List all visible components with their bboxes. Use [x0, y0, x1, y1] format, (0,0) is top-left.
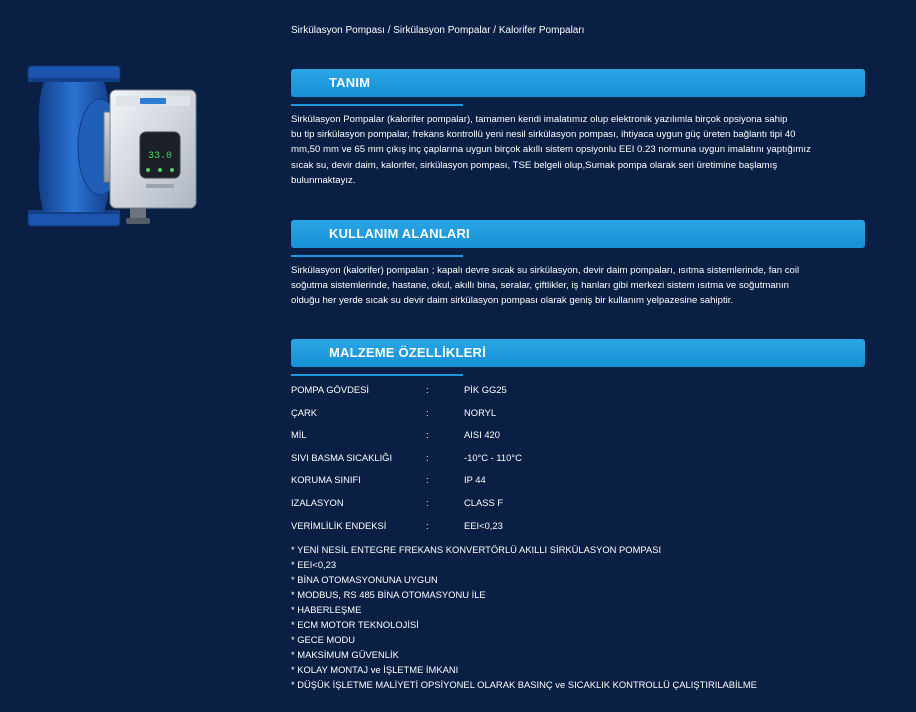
spec-row — [291, 520, 791, 543]
breadcrumb: Sirkülasyon Pompası / Sirkülasyon Pompalar / Kalorifer Pompaları — [291, 25, 585, 36]
spec-value: EEI<0,23 — [464, 519, 503, 531]
tanim-description — [291, 112, 871, 188]
feature-item: * HABERLEŞME — [291, 604, 362, 615]
kullanim-description — [291, 263, 871, 309]
feature-item: * EEI<0,23 — [291, 559, 337, 570]
feature-item: * ECM MOTOR TEKNOLOJİSİ — [291, 619, 419, 630]
section-header-malzeme — [291, 339, 865, 367]
feature-item: * KOLAY MONTAJ ve İŞLETME İMKANI — [291, 664, 459, 675]
text-line: Sirkülasyon (kalorifer) pompaları ; kapalı devre sıcak su sirkülasyon, devir daim pompaları, ısıtma sistemlerinde, fan coil — [291, 265, 800, 276]
spec-key: MİL — [291, 429, 307, 441]
spec-separator: : — [426, 474, 429, 486]
feature-item: * BİNA OTOMASYONUNA UYGUN — [291, 574, 438, 585]
feature-item: * GECE MODU — [291, 634, 356, 645]
feature-item: * MODBUS, RS 485 BİNA OTOMASYONU İLE — [291, 589, 486, 600]
spec-value: -10°C - 110°C — [464, 451, 522, 463]
spec-key: ÇARK — [291, 406, 318, 418]
section-header-kullanim — [291, 220, 865, 248]
spec-value: CLASS F — [464, 496, 504, 508]
section-title-malzeme: MALZEME ÖZELLİKLERİ — [329, 345, 486, 360]
text-line: soğutma sistemlerinde, hastane, okul, akıllı bina, seralar, çiftlikler, iş hanları gibi merkezi sistem ısıtma ve soğutmanın — [291, 280, 790, 292]
spec-value: IP 44 — [464, 474, 486, 486]
spec-key: IZALASYON — [291, 496, 344, 508]
spec-row — [291, 452, 791, 475]
section-title-tanim: TANIM — [329, 75, 371, 90]
spec-row — [291, 384, 791, 407]
section-underline — [291, 374, 463, 376]
spec-row — [291, 497, 791, 520]
text-line: Sirkülasyon Pompalar (kalorifer pompalar), tamamen kendi imalatımız olup elektronik yazılımla birçok opsiyona sahip — [291, 114, 788, 125]
spec-table — [291, 384, 791, 542]
spec-row — [291, 407, 791, 430]
section-underline — [291, 104, 463, 106]
text-line: olduğu her yerde sıcak su devir daim sirkülasyon pompası olarak geniş bir kullanım yelpazesine sahiptir. — [291, 295, 734, 307]
spec-key: KORUMA SINIFI — [291, 474, 361, 486]
spec-row — [291, 474, 791, 497]
feature-list — [291, 542, 891, 692]
spec-value: AISI 420 — [464, 429, 500, 441]
spec-separator: : — [426, 519, 429, 531]
spec-separator: : — [426, 451, 429, 463]
pump-product-image — [22, 62, 232, 242]
spec-separator: : — [426, 429, 429, 441]
spec-row — [291, 429, 791, 452]
text-line: bu tip sirkülasyon pompalar, frekans kontrollü yeni nesil sirkülasyon pompası, ihtiyaca uygun güç üreten bağlantı tipi 40 — [291, 129, 796, 141]
feature-item: * DÜŞÜK İŞLETME MALİYETİ OPSİYONEL OLARAK BASINÇ ve SICAKLIK KONTROLLÜ ÇALIŞTIRILABİLME — [291, 679, 757, 690]
spec-value: NORYL — [464, 406, 497, 418]
spec-separator: : — [426, 384, 429, 395]
text-line: mm,50 mm ve 65 mm çıkış inç çaplarına uygun birçok akıllı sistem opsiyonlu EEI 0.23 normuna uygun imalatını yaptığımız — [291, 144, 811, 156]
feature-item: * YENİ NESİL ENTEGRE FREKANS KONVERTÖRLÜ AKILLI SİRKÜLASYON POMPASI — [291, 544, 662, 555]
spec-key: SIVI BASMA SICAKLIĞI — [291, 451, 393, 463]
section-header-tanim — [291, 69, 865, 97]
feature-item: * MAKSİMUM GÜVENLİK — [291, 649, 399, 660]
spec-key: POMPA GÖVDESİ — [291, 384, 369, 395]
section-underline — [291, 255, 463, 257]
spec-separator: : — [426, 406, 429, 418]
text-line: bulunmaktayız. — [291, 174, 356, 186]
spec-key: VERİMLİLİK ENDEKSİ — [291, 519, 387, 531]
spec-value: PİK GG25 — [464, 384, 507, 395]
section-title-kullanim: KULLANIM ALANLARI — [329, 226, 470, 241]
pump-display-reading: 33.0 — [147, 151, 173, 162]
text-line: sıcak su, devir daim, kalorifer, sirkülasyon pompası, TSE belgeli olup,Sumak pompa olarak seri üretimine başlamış — [291, 159, 778, 171]
spec-separator: : — [426, 496, 429, 508]
